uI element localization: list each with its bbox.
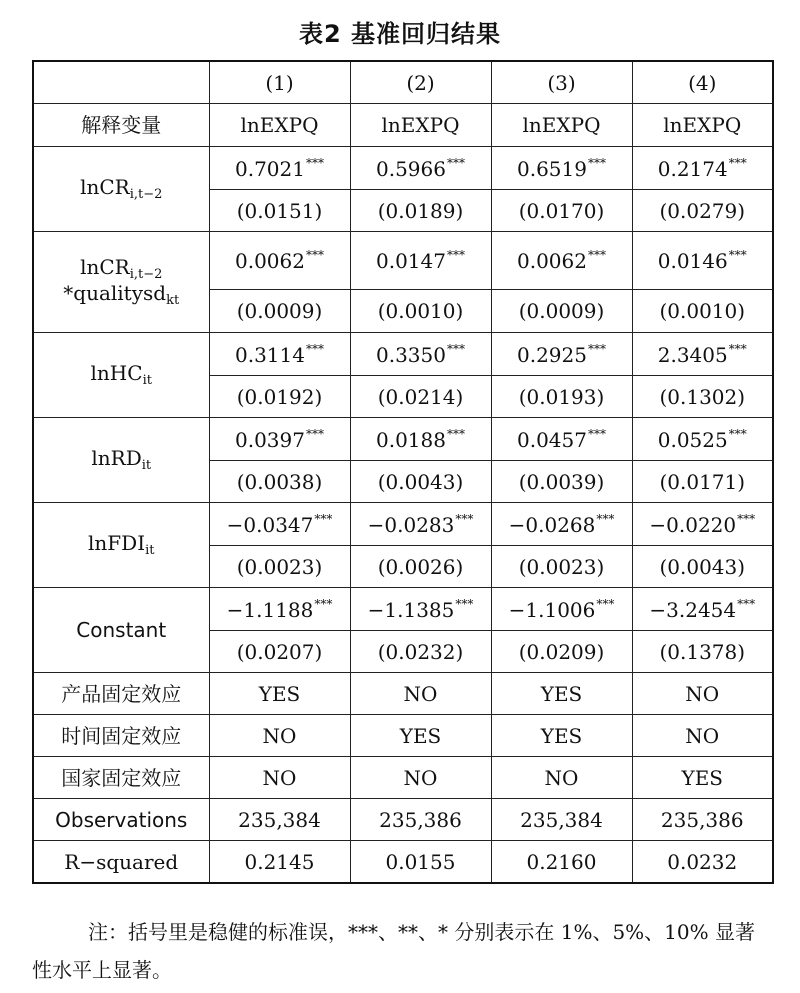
se-cell: (0.0279) [632, 190, 773, 232]
coef-cell: 0.2925*** [491, 333, 632, 376]
se-cell: (0.0232) [350, 631, 491, 673]
se-cell: (0.0039) [491, 461, 632, 503]
dep-value: lnEXPQ [350, 104, 491, 147]
r2-cell: 0.0232 [632, 841, 773, 884]
coef-cell: 0.0397*** [209, 418, 350, 461]
se-cell: (0.0214) [350, 376, 491, 418]
coef-cell: 0.3350*** [350, 333, 491, 376]
coef-cell: 2.3405*** [632, 333, 773, 376]
coef-row [33, 147, 773, 190]
fe-cell: NO [491, 757, 632, 799]
obs-cell: 235,386 [632, 799, 773, 841]
se-cell: (0.0023) [209, 546, 350, 588]
coef-cell: 0.7021*** [209, 147, 350, 190]
coef-row [33, 232, 773, 290]
obs-cell: 235,384 [491, 799, 632, 841]
se-cell: (0.1378) [632, 631, 773, 673]
fe-cell: YES [209, 673, 350, 715]
se-cell: (0.0170) [491, 190, 632, 232]
fixed-effect-row [33, 757, 773, 799]
header-corner [33, 61, 209, 104]
se-cell: (0.0193) [491, 376, 632, 418]
coef-cell: 0.0146*** [632, 232, 773, 290]
table-title: 表2 基准回归结果 [298, 20, 502, 48]
fe-cell: NO [209, 715, 350, 757]
coef-cell: −1.1385*** [350, 588, 491, 631]
se-cell: (0.0026) [350, 546, 491, 588]
coef-cell: −1.1188*** [209, 588, 350, 631]
var-label: lnFDI$_{it}$ [33, 503, 209, 588]
se-cell: (0.1302) [632, 376, 773, 418]
coef-cell: 0.3114*** [209, 333, 350, 376]
row-label: R−squared [33, 841, 209, 884]
header-col: (3) [491, 61, 632, 104]
var-label: lnRD$_{it}$ [33, 418, 209, 503]
row-label: 解释变量 [33, 104, 209, 147]
header-col: (1) [209, 61, 350, 104]
coef-row [33, 418, 773, 461]
coef-row [33, 503, 773, 546]
fixed-effect-row [33, 715, 773, 757]
coef-cell: 0.0525*** [632, 418, 773, 461]
observations-row [33, 799, 773, 841]
se-cell: (0.0151) [209, 190, 350, 232]
se-cell: (0.0171) [632, 461, 773, 503]
dep-value: lnEXPQ [632, 104, 773, 147]
header-row [33, 61, 773, 104]
se-cell: (0.0009) [491, 290, 632, 333]
fe-cell: NO [209, 757, 350, 799]
fe-cell: NO [350, 673, 491, 715]
row-label: 国家固定效应 [33, 757, 209, 799]
se-cell: (0.0043) [350, 461, 491, 503]
header-col: (2) [350, 61, 491, 104]
coef-cell: 0.6519*** [491, 147, 632, 190]
row-label: Observations [33, 799, 209, 841]
fe-cell: NO [632, 715, 773, 757]
coef-cell: 0.0062*** [209, 232, 350, 290]
coef-row [33, 333, 773, 376]
coef-cell: 0.5966*** [350, 147, 491, 190]
coef-cell: 0.0147*** [350, 232, 491, 290]
table-note: 注：括号里是稳健的标准误，***、**、* 分别表示在 1%、5%、10% 显著性水平上显著。 [32, 920, 755, 982]
r2-cell: 0.2145 [209, 841, 350, 884]
coef-cell: −0.0347*** [209, 503, 350, 546]
regression-table [32, 60, 774, 884]
dep-value: lnEXPQ [491, 104, 632, 147]
var-label: Constant [33, 588, 209, 673]
fe-cell: NO [350, 757, 491, 799]
rsquared-row [33, 841, 773, 884]
coef-cell: 0.2174*** [632, 147, 773, 190]
obs-cell: 235,384 [209, 799, 350, 841]
r2-cell: 0.0155 [350, 841, 491, 884]
var-label: lnHC$_{it}$ [33, 333, 209, 418]
dependent-var-row [33, 104, 773, 147]
se-cell: (0.0009) [209, 290, 350, 333]
coef-cell: −0.0220*** [632, 503, 773, 546]
coef-cell: −0.0268*** [491, 503, 632, 546]
coef-cell: −3.2454*** [632, 588, 773, 631]
se-cell: (0.0209) [491, 631, 632, 673]
coef-cell: −0.0283*** [350, 503, 491, 546]
coef-cell: 0.0062*** [491, 232, 632, 290]
fe-cell: YES [350, 715, 491, 757]
obs-cell: 235,386 [350, 799, 491, 841]
dep-value: lnEXPQ [209, 104, 350, 147]
coef-cell: 0.0188*** [350, 418, 491, 461]
coef-cell: 0.0457*** [491, 418, 632, 461]
r2-cell: 0.2160 [491, 841, 632, 884]
fe-cell: YES [491, 715, 632, 757]
fe-cell: YES [632, 757, 773, 799]
se-cell: (0.0189) [350, 190, 491, 232]
se-cell: (0.0038) [209, 461, 350, 503]
se-cell: (0.0010) [350, 290, 491, 333]
row-label: 产品固定效应 [33, 673, 209, 715]
header-col: (4) [632, 61, 773, 104]
row-label: 时间固定效应 [33, 715, 209, 757]
var-label: lnCR$_{i,t-2}$ [33, 147, 209, 232]
fe-cell: NO [632, 673, 773, 715]
se-cell: (0.0207) [209, 631, 350, 673]
se-cell: (0.0192) [209, 376, 350, 418]
coef-row [33, 588, 773, 631]
se-cell: (0.0043) [632, 546, 773, 588]
fe-cell: YES [491, 673, 632, 715]
fixed-effect-row [33, 673, 773, 715]
var-label: lnCR$_{i,t-2}$ *qualitysd$_{kt}$ [33, 232, 209, 333]
coef-cell: −1.1006*** [491, 588, 632, 631]
se-cell: (0.0010) [632, 290, 773, 333]
se-cell: (0.0023) [491, 546, 632, 588]
